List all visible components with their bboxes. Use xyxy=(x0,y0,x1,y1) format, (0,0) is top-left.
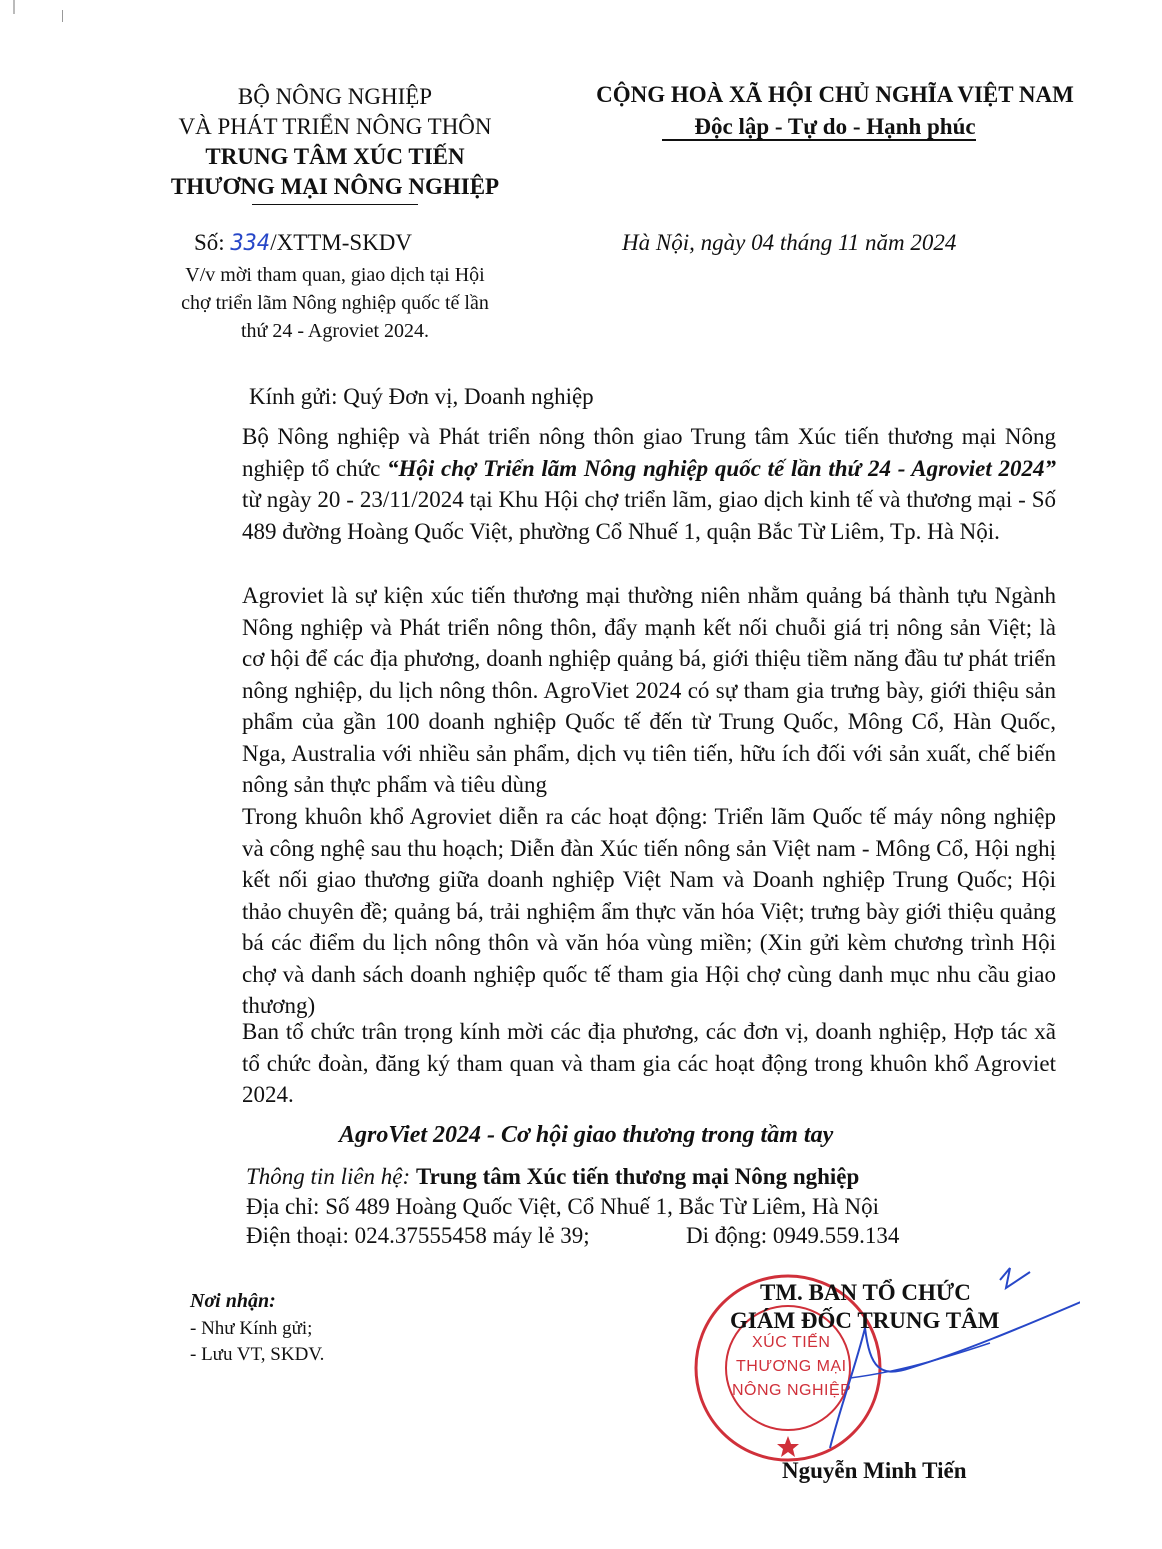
issuer-block xyxy=(115,82,555,202)
contact-phone: Điện thoại: 024.37555458 máy lẻ 39; xyxy=(246,1223,590,1248)
slogan: AgroViet 2024 - Cơ hội giao thương trong tầm tay xyxy=(339,1122,834,1148)
seal-line-1: XÚC TIẾN xyxy=(752,1334,831,1351)
signature-title-1: TM. BAN TỔ CHỨC xyxy=(760,1280,971,1305)
doc-number-suffix: /XTTM-SKDV xyxy=(270,230,413,255)
date-day: 04 xyxy=(751,230,775,255)
p1-event-name: “Hội chợ Triển lãm Nông nghiệp quốc tế lần thứ 24 - Agroviet 2024” xyxy=(387,455,1056,481)
ministry-line2: VÀ PHÁT TRIỂN NÔNG THÔN xyxy=(178,114,492,139)
contact-mobile: Di động: 0949.559.134 xyxy=(686,1223,900,1248)
subject-line2: chợ triển lãm Nông nghiệp quốc tế lần xyxy=(181,292,489,314)
signature-title-2: GIÁM ĐỐC TRUNG TÂM xyxy=(730,1308,1000,1333)
seal-line-3: NÔNG NGHIỆP xyxy=(732,1382,852,1399)
greeting: Kính gửi: Quý Đơn vị, Doanh nghiệp xyxy=(249,384,594,409)
paragraph-2 xyxy=(172,580,1056,801)
center-name-line2: THƯƠNG MẠI NÔNG NGHIỆP xyxy=(170,174,500,199)
subject-line1: V/v mời tham quan, giao dịch tại Hội xyxy=(185,264,485,286)
issue-date xyxy=(622,228,956,258)
contact-address: Địa chỉ: Số 489 Hoàng Quốc Việt, Cổ Nhuế 1, Bắc Từ Liêm, Hà Nội xyxy=(246,1194,880,1219)
contact-org-line xyxy=(246,1162,859,1192)
date-prefix: Hà Nội, ngày xyxy=(622,230,746,255)
doc-number-value: 334 xyxy=(230,231,271,256)
national-header xyxy=(540,80,1130,142)
recipients-title: Nơi nhận: xyxy=(190,1290,276,1312)
contact-label: Thông tin liên hệ: xyxy=(246,1164,411,1189)
recipient-item-2: - Lưu VT, SKDV. xyxy=(190,1344,325,1365)
scan-mark xyxy=(62,10,63,22)
signer-name: Nguyễn Minh Tiến xyxy=(782,1458,967,1483)
date-suffix: tháng 11 năm 2024 xyxy=(779,230,957,255)
subject-block xyxy=(150,261,520,345)
center-name-line1: TRUNG TÂM XÚC TIẾN xyxy=(205,144,465,169)
recipient-item-1: - Như Kính gửi; xyxy=(190,1318,313,1339)
contact-org: Trung tâm Xúc tiến thương mại Nông nghiệp xyxy=(415,1164,860,1189)
p4-text: Ban tổ chức trân trọng kính mời các địa phương, các đơn vị, doanh nghiệp, Hợp tác xã tổ chức đoàn, đăng ký tham quan và tham gia các hoạt động trong khuôn khổ Agroviet 2024. xyxy=(242,1019,1056,1107)
paragraph-3 xyxy=(172,801,1056,1022)
ministry-line1: BỘ NÔNG NGHIỆP xyxy=(237,84,433,109)
motto-underline xyxy=(662,139,976,141)
p1-text-a: Bộ Nông nghiệp và Phát triển nông thôn giao Trung tâm Xúc tiến thương mại Nông nghiệp tổ chức xyxy=(242,424,1056,481)
seal-line-2: THƯƠNG MẠI xyxy=(736,1358,847,1375)
p1-text-c: từ ngày 20 - 23/11/2024 tại Khu Hội chợ triển lãm, giao dịch kinh tế và thương mại - Số 489 đường Hoàng Quốc Việt, phường Cổ Nhuế 1, quận Bắc Từ Liêm, Tp. Hà Nội. xyxy=(242,487,1056,544)
country-name: CỘNG HOÀ XÃ HỘI CHỦ NGHĨA VIỆT NAM xyxy=(596,82,1074,107)
doc-number-prefix: Số: xyxy=(194,230,225,255)
scan-mark xyxy=(13,0,15,14)
issuer-underline xyxy=(252,204,418,205)
motto: Độc lập - Tự do - Hạnh phúc xyxy=(694,114,976,139)
paragraph-4 xyxy=(172,1016,1056,1111)
subject-line3: thứ 24 - Agroviet 2024. xyxy=(240,320,430,342)
p3-text: Trong khuôn khổ Agroviet diễn ra các hoạt động: Triển lãm Quốc tế máy nông nghiệp và công nghệ sau thu hoạch; Diễn đàn Xúc tiến nông sản Việt nam - Mông Cổ, Hội nghị kết nối giao thương giữa doanh nghiệp Việt Nam và Doanh nghiệp Trung Quốc; Hội thảo chuyên đề; quảng bá, trải nghiệm ẩm thực văn hóa Việt; trưng bày giới thiệu quảng bá các điểm du lịch nông thôn và văn hóa vùng miền; (Xin gửi kèm chương trình Hội chợ và danh sách doanh nghiệp quốc tế tham gia Hội chợ cùng danh mục nhu cầu giao thương) xyxy=(242,804,1056,1018)
doc-number xyxy=(194,228,412,259)
paragraph-1 xyxy=(172,421,1056,547)
p2-text: Agroviet là sự kiện xúc tiến thương mại thường niên nhằm quảng bá thành tựu Ngành Nông nghiệp và Phát triển nông thôn, đẩy mạnh kết nối chuỗi giá trị nông sản Việt; là cơ hội để các địa phương, doanh nghiệp quảng bá, giới thiệu tiềm năng đầu tư phát triển nông nghiệp, du lịch nông thôn. AgroViet 2024 có sự tham gia trưng bày, giới thiệu sản phẩm của gần 100 doanh nghiệp Quốc tế đến từ Trung Quốc, Mông Cổ, Hàn Quốc, Nga, Australia với nhiều sản phẩm, dịch vụ tiên tiến, hữu ích đối với sản xuất, chế biến nông sản thực phẩm và tiêu dùng xyxy=(242,583,1056,797)
handwritten-signature xyxy=(760,1258,1080,1458)
